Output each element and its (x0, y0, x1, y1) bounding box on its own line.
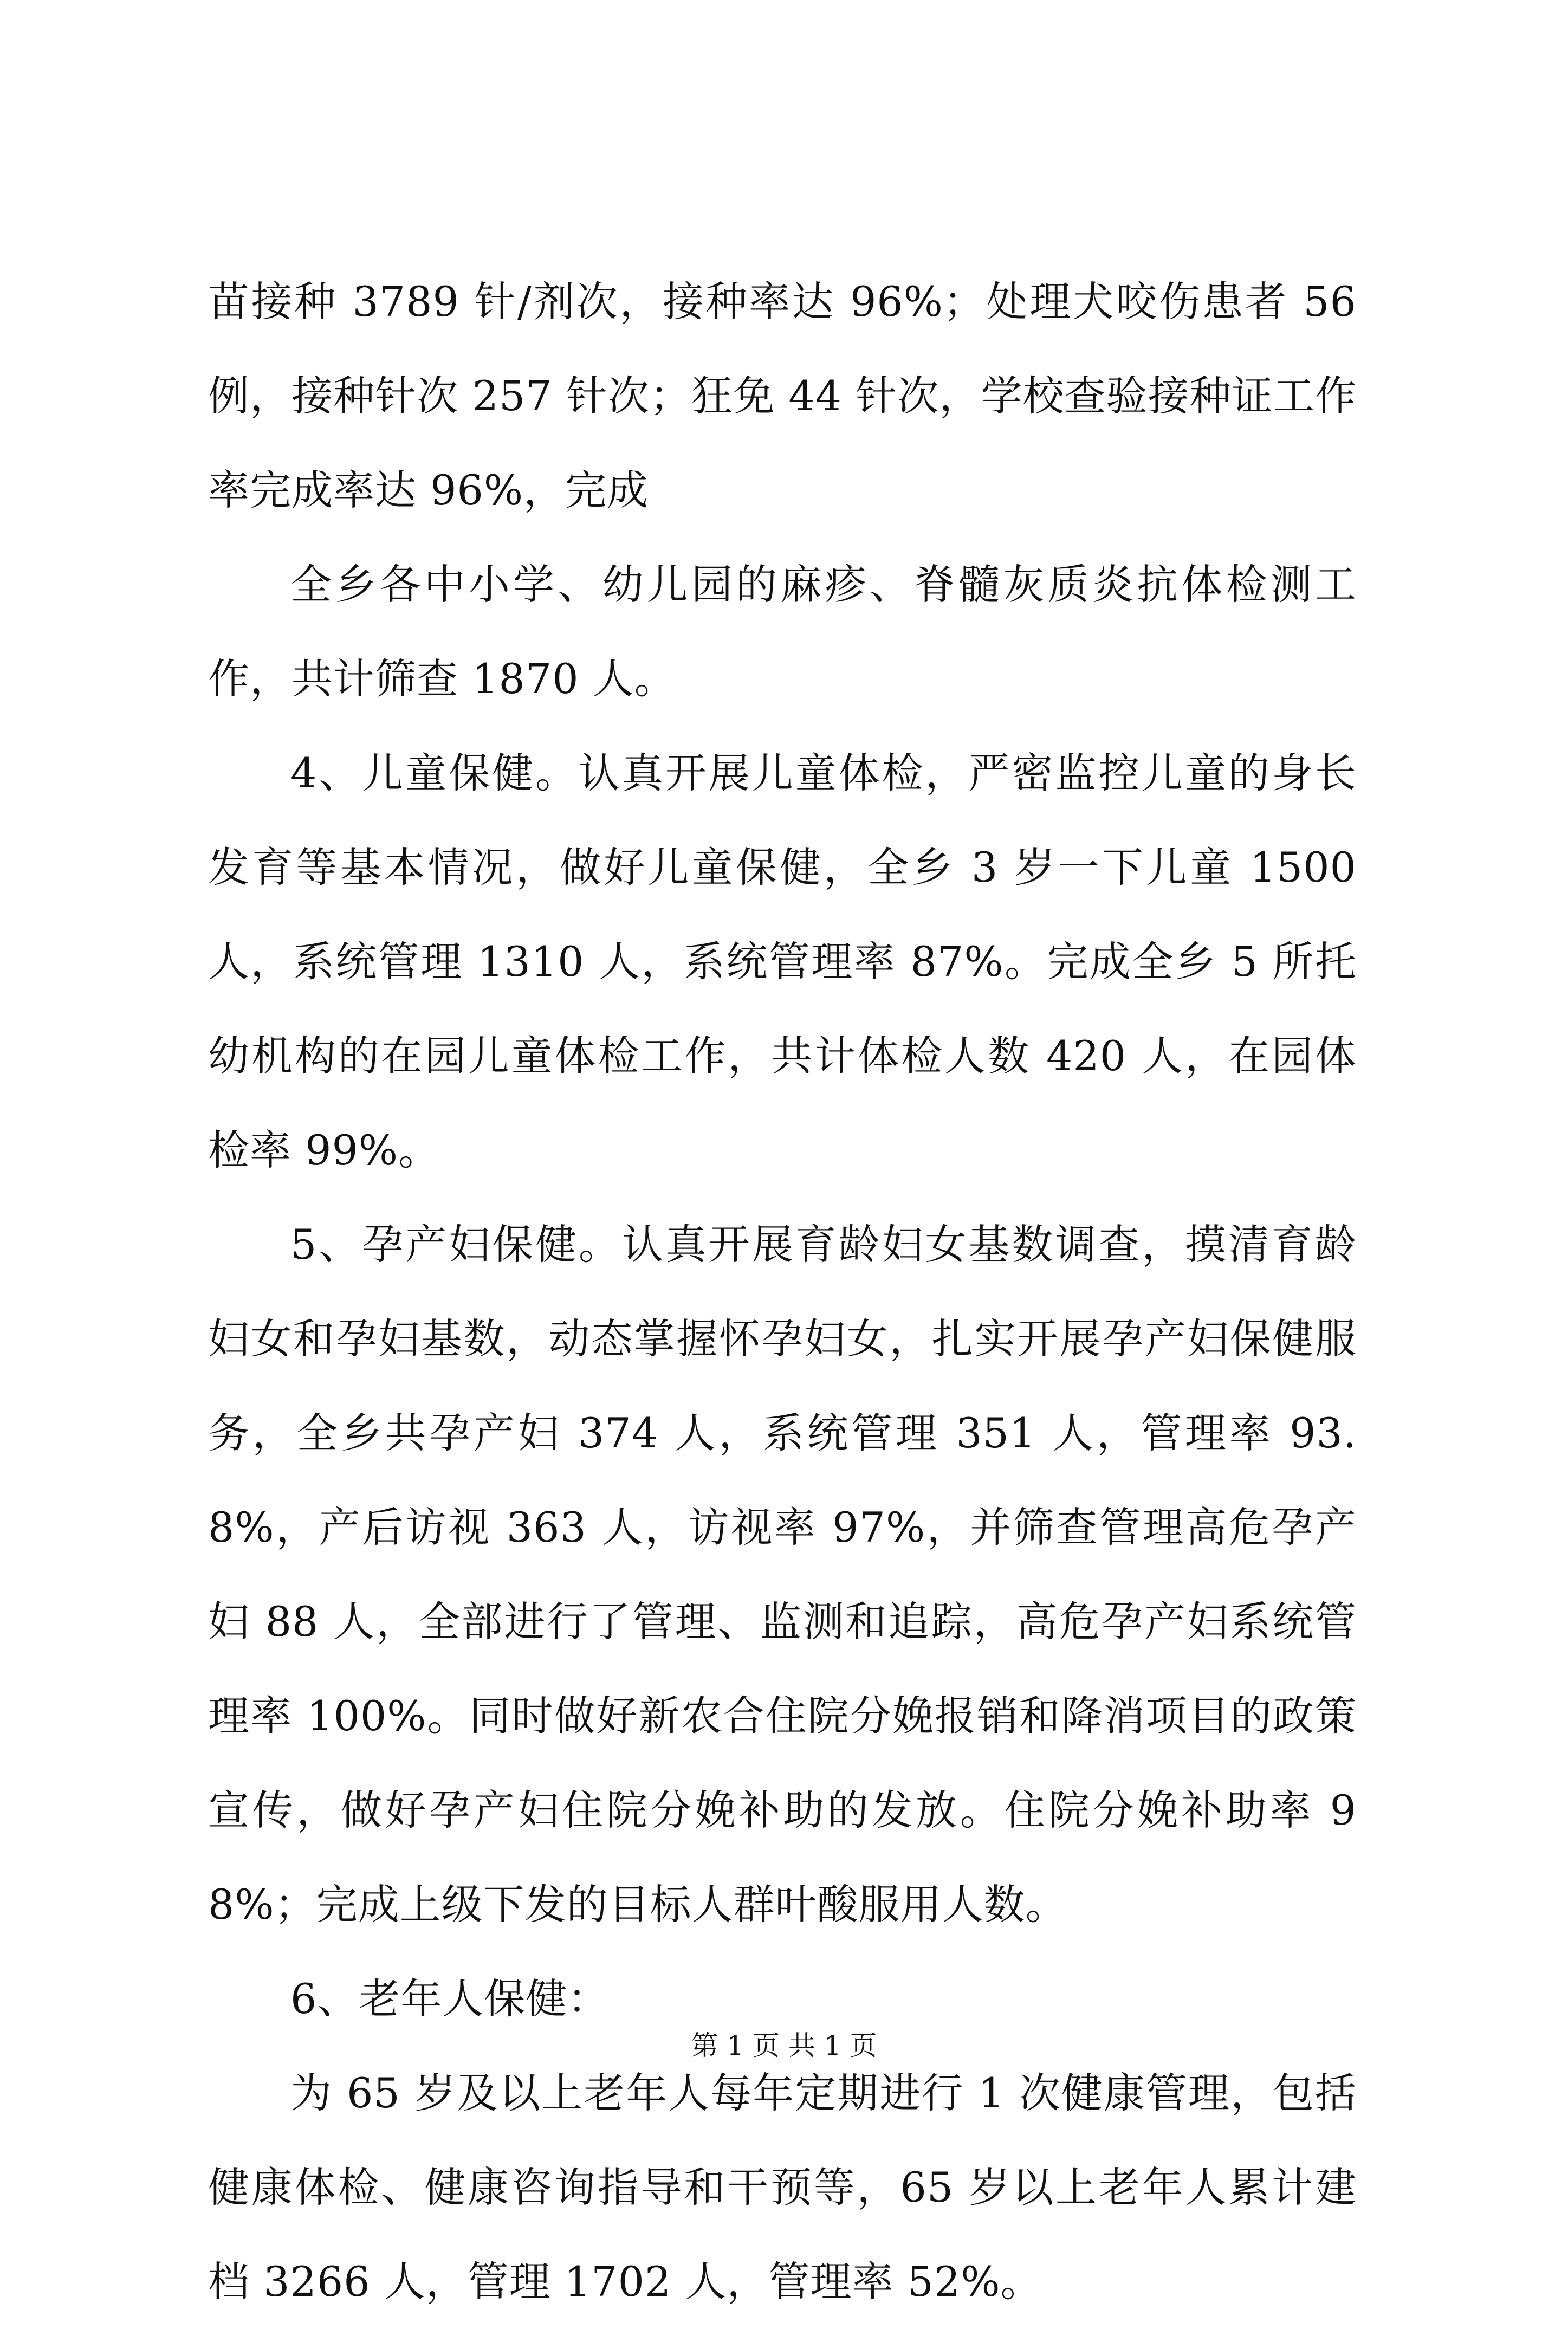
paragraph-antibody-testing: 全乡各中小学、幼儿园的麻疹、脊髓灰质炎抗体检测工作，共计筛查 1870 人。 (208, 560, 1357, 703)
paragraph-elderly-heading: 6、老年人保健： (290, 1975, 610, 2023)
paragraph-vaccination: 苗接种 3789 针/剂次，接种率达 96%；处理犬咬伤患者 56 例，接种针次 257 针次；狂免 44 针次，学校查验接种证工作率完成率达 96%，完成 (208, 277, 1357, 514)
page-footer: 第 1 页 共 1 页 (691, 2030, 877, 2061)
paragraph-child-health: 4、儿童保健。认真开展儿童体检，严密监控儿童的身长发育等基本情况，做好儿童保健，全乡 3 岁一下儿童 1500 人，系统管理 1310 人，系统管理率 87%。完成全乡 5 所托幼机构的在园儿童体检工作，共计体检人数 420 人，在园体检率 99%。 (208, 749, 1357, 1174)
document-body (208, 255, 1357, 2329)
paragraph-maternal-health: 5、孕产妇保健。认真开展育龄妇女基数调查，摸清育龄妇女和孕妇基数，动态掌握怀孕妇女，扎实开展孕产妇保健服务，全乡共孕产妇 374 人，系统管理 351 人，管理率 93.8%，产后访视 363 人，访视率 97%，并筛查管理高危孕产妇 88 人，全部进行了管理、监测和追踪，高危孕产妇系统管理率 100%。同时做好新农合住院分娩报销和降消项目的政策宣传，做好孕产妇住院分娩补助的发放。住院分娩补助率 98%；完成上级下发的目标人群叶酸服用人数。 (208, 1220, 1357, 1929)
paragraph-elderly-health: 为 65 岁及以上老年人每年定期进行 1 次健康管理，包括健康体检、健康咨询指导和干预等，65 岁以上老年人累计建档 3266 人，管理 1702 人，管理率 52%。 (208, 2069, 1357, 2306)
